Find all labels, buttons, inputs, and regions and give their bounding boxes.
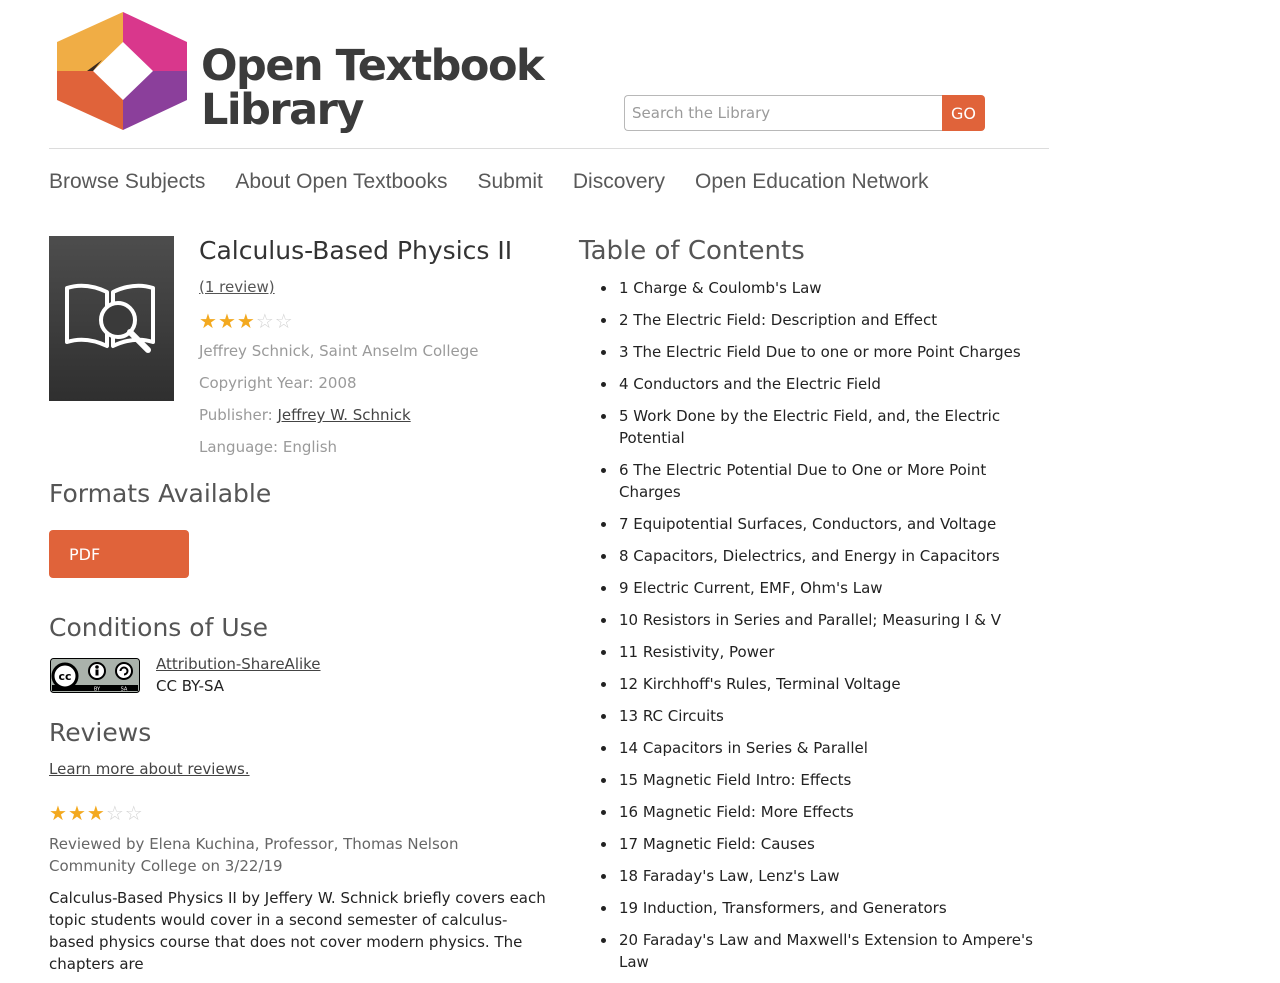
book-cover xyxy=(49,236,174,401)
book-language xyxy=(199,438,337,456)
toc-heading: Table of Contents xyxy=(579,236,805,266)
language-label: Language: xyxy=(199,438,279,456)
star-empty-icon: ☆ xyxy=(124,801,143,825)
toc-item: 19 Induction, Transformers, and Generators xyxy=(619,897,1049,919)
logo-hexagon-icon xyxy=(57,12,187,130)
star-empty-icon: ☆ xyxy=(255,309,274,333)
toc-item: 14 Capacitors in Series & Parallel xyxy=(619,737,1049,759)
logo-wordmark[interactable] xyxy=(201,41,544,135)
book-copyright xyxy=(199,374,357,392)
toc-item: 13 RC Circuits xyxy=(619,705,1049,727)
toc-item: 11 Resistivity, Power xyxy=(619,641,1049,663)
logo-line-2: Library xyxy=(201,85,363,135)
reviews-heading: Reviews xyxy=(49,718,152,747)
review-rating-stars xyxy=(49,803,143,823)
book-author: Jeffrey Schnick, Saint Anselm College xyxy=(199,342,479,360)
open-textbook-library-logo[interactable] xyxy=(57,12,187,130)
publisher-label: Publisher: xyxy=(199,406,273,424)
copyright-year: 2008 xyxy=(318,374,357,392)
review-text: Calculus-Based Physics II by Jeffery W. Schnick briefly covers each topic students would cover in a second semester of calculus-based physics course that does not cover modern physics. The chapters are xyxy=(49,889,546,973)
star-filled-icon: ★ xyxy=(86,801,105,825)
toc-item: 10 Resistors in Series and Parallel; Measuring I & V xyxy=(619,609,1049,631)
toc-item: 3 The Electric Field Due to one or more Point Charges xyxy=(619,341,1049,363)
badge-cc-text: cc xyxy=(58,670,72,683)
toc-item: 20 Faraday's Law and Maxwell's Extension to Ampere's Law xyxy=(619,929,1049,973)
cc-by-sa-badge-icon xyxy=(50,658,140,693)
nav-about-open-textbooks[interactable]: About Open Textbooks xyxy=(235,170,448,193)
toc-item: 2 The Electric Field: Description and Effect xyxy=(619,309,1049,331)
nav-submit[interactable]: Submit xyxy=(477,170,543,193)
reviewer-info: Reviewed by Elena Kuchina, Professor, Thomas Nelson Community College on 3/22/19 xyxy=(49,835,459,875)
license-link[interactable]: Attribution-ShareAlike xyxy=(156,655,321,673)
toc-item: 6 The Electric Potential Due to One or More Point Charges xyxy=(619,459,1049,503)
nav-open-education-network[interactable]: Open Education Network xyxy=(695,170,929,193)
toc-item: 17 Magnetic Field: Causes xyxy=(619,833,1049,855)
conditions-heading: Conditions of Use xyxy=(49,613,269,642)
star-empty-icon: ☆ xyxy=(105,801,124,825)
toc-list xyxy=(619,277,1049,983)
badge-sa-text: SA xyxy=(120,686,128,693)
pdf-download-button[interactable]: PDF xyxy=(49,530,189,578)
toc-item: 5 Work Done by the Electric Field, and, the Electric Potential xyxy=(619,405,1049,449)
search-input[interactable] xyxy=(624,95,942,131)
license-short-name: CC BY-SA xyxy=(156,677,225,695)
toc-item: 9 Electric Current, EMF, Ohm's Law xyxy=(619,577,1049,599)
book-title: Calculus-Based Physics II xyxy=(199,236,513,265)
toc-item: 18 Faraday's Law, Lenz's Law xyxy=(619,865,1049,887)
toc-item: 15 Magnetic Field Intro: Effects xyxy=(619,769,1049,791)
book-magnifier-icon xyxy=(64,280,158,360)
main-nav xyxy=(49,170,929,196)
book-publisher xyxy=(199,406,411,424)
book-rating-stars xyxy=(199,311,293,331)
nav-discovery[interactable]: Discovery xyxy=(572,170,666,193)
logo-line-1: Open Textbook xyxy=(201,41,544,91)
badge-by-text: BY xyxy=(93,686,101,693)
star-filled-icon: ★ xyxy=(67,801,86,825)
toc-item: 1 Charge & Coulomb's Law xyxy=(619,277,1049,299)
search-form xyxy=(624,95,985,131)
site-header xyxy=(49,0,1049,149)
star-empty-icon: ☆ xyxy=(274,309,293,333)
review-count-link[interactable]: (1 review) xyxy=(199,278,275,296)
search-go-button[interactable]: GO xyxy=(942,95,985,131)
nav-browse-subjects[interactable]: Browse Subjects xyxy=(49,170,206,193)
toc-item: 16 Magnetic Field: More Effects xyxy=(619,801,1049,823)
formats-heading: Formats Available xyxy=(49,479,272,508)
star-filled-icon: ★ xyxy=(199,309,217,333)
language-value: English xyxy=(282,438,338,456)
star-filled-icon: ★ xyxy=(217,309,236,333)
toc-item: 8 Capacitors, Dielectrics, and Energy in Capacitors xyxy=(619,545,1049,567)
toc-item: 7 Equipotential Surfaces, Conductors, and Voltage xyxy=(619,513,1049,535)
toc-item: 12 Kirchhoff's Rules, Terminal Voltage xyxy=(619,673,1049,695)
copyright-label: Copyright Year: xyxy=(199,374,314,392)
star-filled-icon: ★ xyxy=(236,309,255,333)
learn-more-reviews-link[interactable]: Learn more about reviews. xyxy=(49,760,250,778)
star-filled-icon: ★ xyxy=(49,801,67,825)
toc-item: 4 Conductors and the Electric Field xyxy=(619,373,1049,395)
publisher-link[interactable]: Jeffrey W. Schnick xyxy=(277,406,411,424)
